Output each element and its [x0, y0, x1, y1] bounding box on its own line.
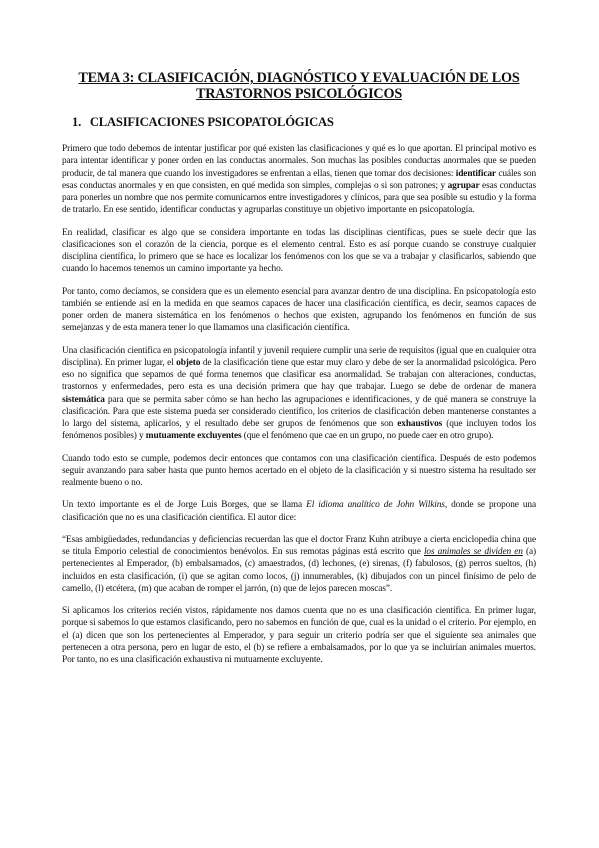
document-title	[62, 70, 536, 102]
paragraph-6: Un texto importante es el de Jorge Luis Borges, que se llama El idioma analítico de John Wilkins, donde se propone una clasificación que no es una clasificación científica. El autor dice:	[62, 500, 536, 523]
bold-term-objeto: objeto	[176, 357, 201, 368]
paragraph-8: Si aplicamos los criterios recién vistos, rápidamente nos damos cuenta que no es una clasificación científica. En primer lugar, porque si sabemos lo que estamos clasificando, pero no sabemos en función de que, cual es la unidad o el criterio. Por ejemplo, en el (a) dicen que son los pertenecientes al Emperador, y para seguir un criterio podría ser que el siguiente sea animales que pertenecen a otra persona, pero en lugar de esto, el (b) se refiere a embalsamados, por lo que ya se incluirían animales muertos. Por tanto, no es una clasificación exhaustiva ni mutuamente excluyente.	[62, 606, 536, 665]
bold-term-mutuamente-excluyentes: mutuamente excluyentes	[145, 431, 242, 442]
paragraph-2: En realidad, clasificar es algo que se considera importante en todas las disciplinas científicas, pues se suele decir que las clasificaciones son el corazón de la ciencia, porque es el elemento central. Esto es así porque cuando se construye cualquier disciplina científica, lo primero que se hace es localizar los fenómenos con los que se va a trabajar y clasificarlos, sabiendo que cuando lo hacemos tenemos un camino importante ya hecho.	[62, 227, 536, 275]
quote-paragraph: “Esas ambigüedades, redundancias y deficiencias recuerdan las que el doctor Franz Kuhn atribuye a cierta enciclopedia china que se titula Emporio celestial de conocimientos benévolos. En sus remotas páginas está escrito que los animales se dividen en (a) pertenecientes al Emperador, (b) embalsamados, (c) amaestrados, (d) lechones, (e) sirenas, (f) fabulosos, (g) perros sueltos, (h) incluidos en esta clasificación, (i) que se agitan como locos, (j) innumerables, (k) dibujados con un pincel finísimo de pelo de camello, (l) etcétera, (m) que acaban de romper el jarrón, (n) que de lejos parecen moscas”.	[62, 534, 536, 594]
paragraph-1: Primero que todo debemos de intentar justificar por qué existen las clasificaciones y qué es lo que aportan. El principal motivo es para intentar identificar y poner orden en las conductas anormales. Son muchas las posibles conductas anormales que se pueden producir, de tal manera que cuando los investigadores se enfrentan a ellas, tienen que tomar dos decisiones: identificar cuáles son esas conductas anormales y en que consisten, en qué medida son simples, complejas o si son patrones; y agrupar esas conductas para ponerles un nombre que nos permite comunicarnos entre investigadores y clínicos, para que sea posible su estudio y la forma de tratarlo. En ese sentido, identificar conductas y agruparlas constituye un objetivo importante en psicopatología.	[62, 144, 536, 216]
bold-term-identificar: identificar	[455, 168, 496, 179]
underlined-phrase: los animales se dividen en	[423, 547, 523, 557]
section-number: 1.	[72, 115, 82, 129]
paragraph-3: Por tanto, como decíamos, se considera que es un elemento esencial para avanzar dentro de una disciplina. En psicopatología esto también se entiende así en la medida en que seamos capaces de hacer una clasificación científica, es decir, seamos capaces de poner orden de manera sistemática en los fenómenos o hechos que existen, agrupando los fenómenos en función de sus semejanzas y de esta manera tener lo que llamamos una clasificación científica.	[62, 286, 536, 334]
section-title: CLASIFICACIONES PSICOPATOLÓGICAS	[89, 115, 334, 129]
paragraph-5: Cuando todo esto se cumple, podemos decir entonces que contamos con una clasificación científica. Después de esto podemos seguir avanzando para saber hasta que punto hemos acertado en el objeto de la clasificación y si nuestro sistema ha resultado ser realmente bueno o no.	[62, 453, 536, 488]
title-line-1: TEMA 3: CLASIFICACIÓN, DIAGNÓSTICO Y EVALUACIÓN DE LOS	[78, 70, 520, 86]
paragraph-4: Una clasificación científica en psicopatología infantil y juvenil requiere cumplir una serie de requisitos (igual que en cualquier otra disciplina). En primer lugar, el objeto de la clasificación tiene que estar muy claro y debe de ser la anormalidad psicológica. Pero eso no significa que sepamos de qué forma tenemos que clasificar esa anormalidad. Se trabajan con alteraciones, conductas, trastornos y enfermedades, pero esta es una decisión primera que hay que trabajar. Luego se debe de ordenar de manera sistemática para que se permita saber cómo se han hecho las agrupaciones e identificaciones, y de qué manera se construye la clasificación. Para que este sistema pueda ser considerado científico, los criterios de clasificación deben mantenerse constantes a lo largo del sistema, aplicarlos, y el resultado debe ser grupos de fenómenos que son exhaustivos (que incluyen todos los fenómenos posibles) y mutuamente excluyentes (que el fenómeno que cae en un grupo, no puede caer en otro grupo).	[62, 345, 537, 442]
bold-term-agrupar: agrupar	[447, 180, 480, 191]
book-title: El idioma analítico de John Wilkins	[306, 500, 445, 511]
title-line-2: TRASTORNOS PSICOLÓGICOS	[195, 86, 403, 102]
bold-term-sistematica: sistemática	[62, 394, 105, 405]
bold-term-exhaustivos: exhaustivos	[397, 419, 443, 429]
section-heading	[72, 115, 536, 130]
